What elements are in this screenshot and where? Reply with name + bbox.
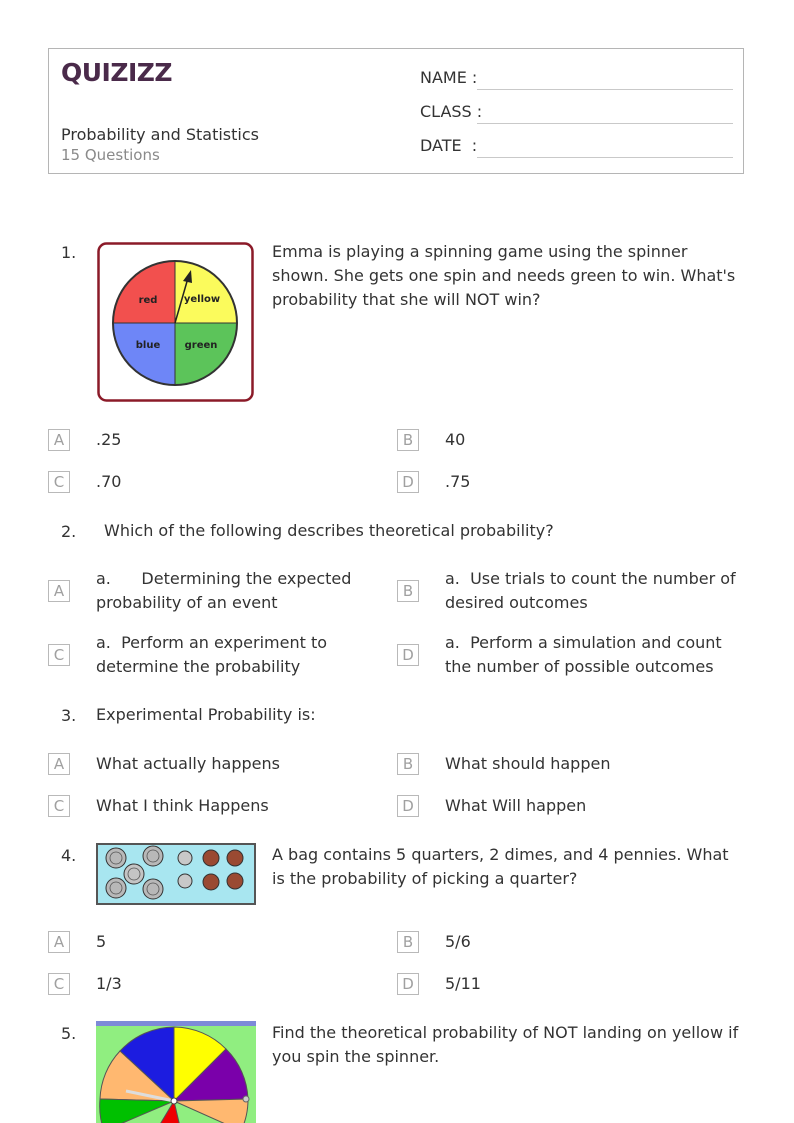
option-a-text: a. Determining the expected probability of an event <box>96 569 357 612</box>
question-text: Find the theoretical probability of NOT landing on yellow if you spin the spinner. <box>272 1023 739 1066</box>
svg-text:green: green <box>184 340 218 351</box>
option-d-box[interactable]: D <box>397 644 419 666</box>
question-text: Emma is playing a spinning game using the spinner shown. She gets one spin and needs green to win. What's probability that she will NOT win? <box>272 242 736 309</box>
option-d-text: .75 <box>445 472 471 491</box>
worksheet-title: Probability and Statistics <box>61 125 259 144</box>
option-c-text: a. Perform an experiment to determine the probability <box>96 633 333 676</box>
name-label: NAME : <box>420 68 478 87</box>
option-d-box[interactable]: D <box>397 973 419 995</box>
option-b-text: What should happen <box>445 754 611 773</box>
option-b-box[interactable]: B <box>397 580 419 602</box>
option-c-box[interactable]: C <box>48 471 70 493</box>
option-b-box[interactable]: B <box>397 429 419 451</box>
option-a-text: .25 <box>96 430 122 449</box>
question-number: 3. <box>61 706 77 725</box>
svg-text:yellow: yellow <box>183 294 221 305</box>
option-b-box[interactable]: B <box>397 931 419 953</box>
option-b-text: 40 <box>445 430 466 449</box>
option-b-text: a. Use trials to count the number of desired outcomes <box>445 569 741 612</box>
spinner-image <box>97 242 254 402</box>
option-b-box[interactable]: B <box>397 753 419 775</box>
svg-text:QUIZIZZ: QUIZIZZ <box>61 58 173 87</box>
question-count: 15 Questions <box>61 146 160 164</box>
option-c-text: What I think Happens <box>96 796 269 815</box>
option-a-text: 5 <box>96 932 107 951</box>
option-d-text: a. Perform a simulation and count the number of possible outcomes <box>445 633 727 676</box>
question-number: 1. <box>61 243 77 262</box>
svg-text:blue: blue <box>135 340 161 351</box>
class-label: CLASS : <box>420 102 483 121</box>
class-field[interactable] <box>477 123 733 124</box>
coins-image <box>96 843 256 905</box>
question-number: 5. <box>61 1024 77 1043</box>
option-a-box[interactable]: A <box>48 753 70 775</box>
question-number: 4. <box>61 846 77 865</box>
quizizz-logo <box>61 58 173 88</box>
date-label: DATE : <box>420 136 478 155</box>
question-number: 2. <box>61 522 77 541</box>
question-text: Experimental Probability is: <box>96 705 316 724</box>
question-text: A bag contains 5 quarters, 2 dimes, and 4 pennies. What is the probability of picking a quarter? <box>272 845 729 888</box>
option-a-box[interactable]: A <box>48 429 70 451</box>
svg-text:red: red <box>138 295 158 306</box>
option-d-box[interactable]: D <box>397 471 419 493</box>
option-c-box[interactable]: C <box>48 795 70 817</box>
option-d-box[interactable]: D <box>397 795 419 817</box>
spinner-image <box>96 1021 256 1123</box>
option-a-text: What actually happens <box>96 754 280 773</box>
option-a-box[interactable]: A <box>48 931 70 953</box>
option-b-text: 5/6 <box>445 932 471 951</box>
option-d-text: 5/11 <box>445 974 481 993</box>
option-c-text: .70 <box>96 472 122 491</box>
name-field[interactable] <box>477 89 733 90</box>
question-text: Which of the following describes theoretical probability? <box>104 521 554 540</box>
option-c-box[interactable]: C <box>48 973 70 995</box>
option-a-box[interactable]: A <box>48 580 70 602</box>
date-field[interactable] <box>477 157 733 158</box>
option-d-text: What Will happen <box>445 796 587 815</box>
option-c-text: 1/3 <box>96 974 122 993</box>
option-c-box[interactable]: C <box>48 644 70 666</box>
